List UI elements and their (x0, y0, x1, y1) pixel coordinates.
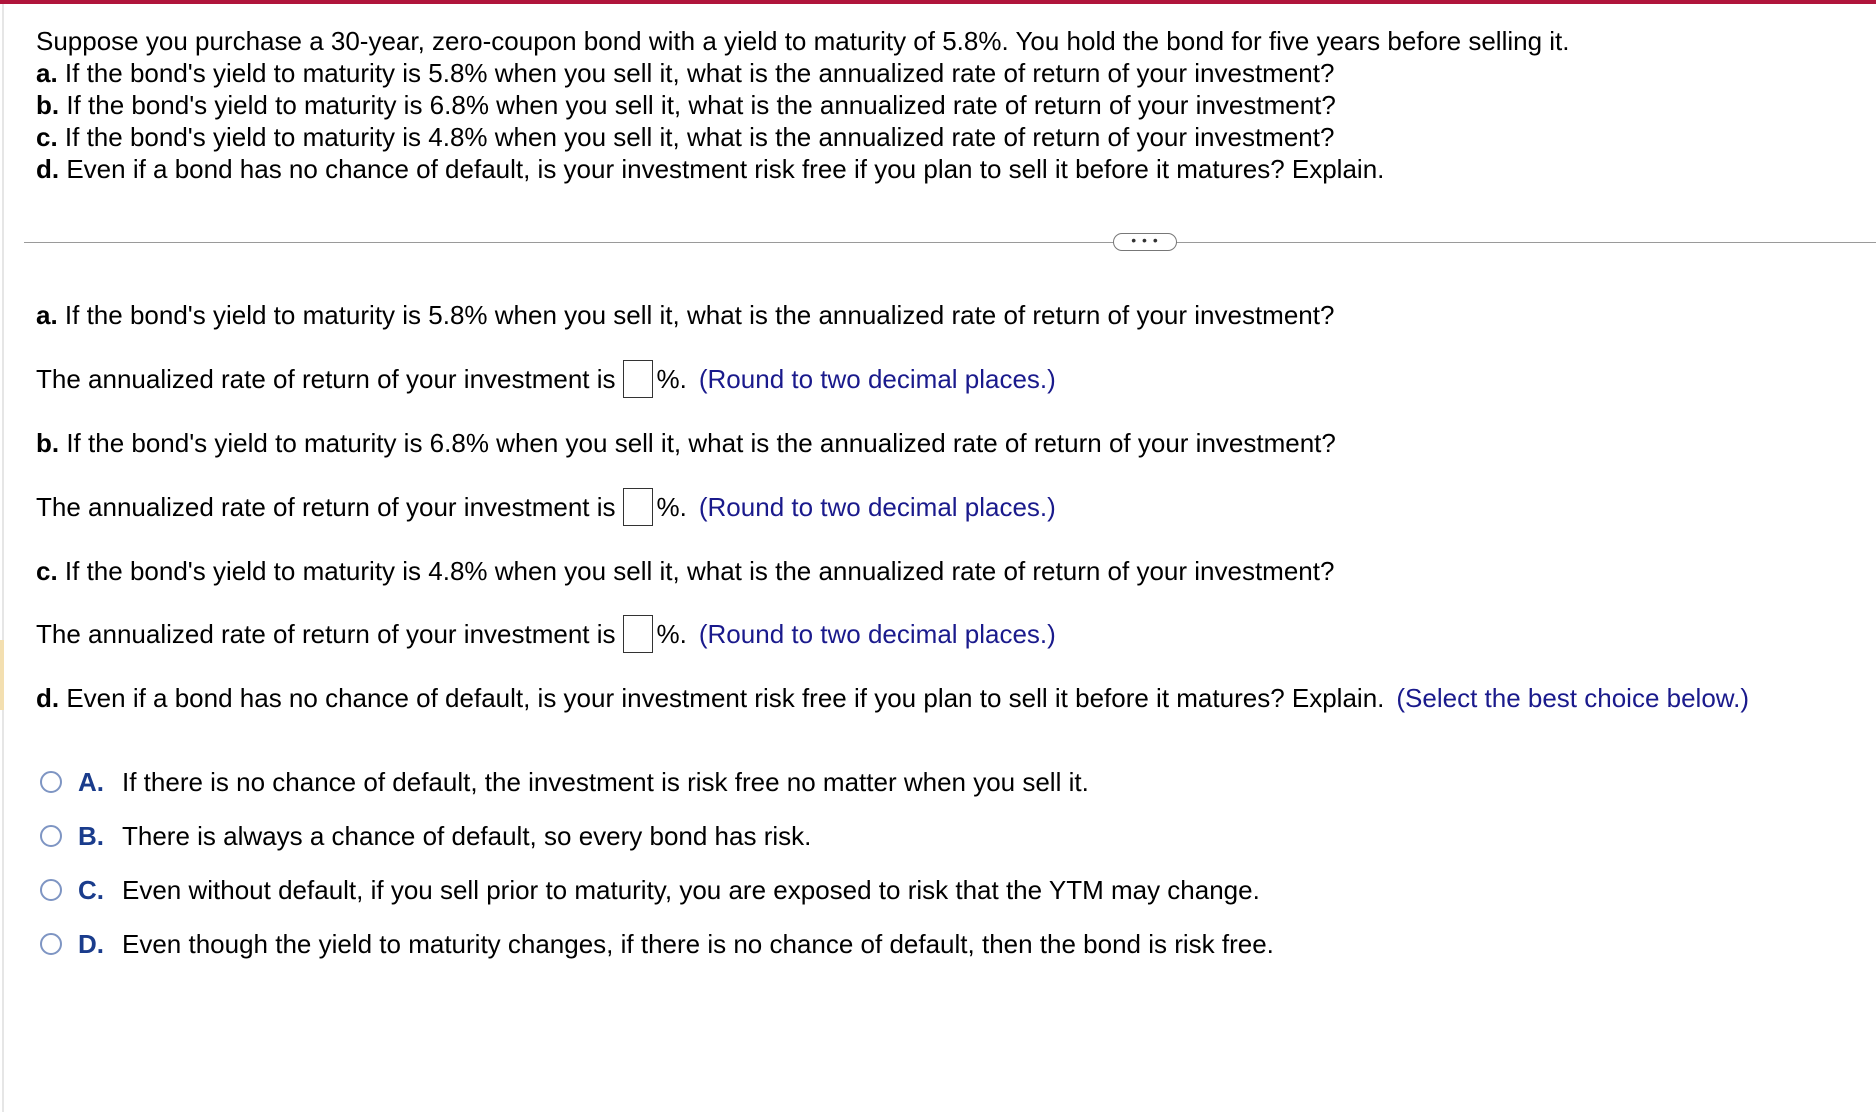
choice-letter: C. (78, 874, 104, 905)
question-letter: a. (36, 300, 58, 330)
answer-row-b (36, 487, 1056, 527)
problem-part-c (36, 121, 1836, 153)
rounding-hint: (Round to two decimal places.) (698, 618, 1056, 649)
problem-part-d (36, 153, 1836, 185)
part-text: If the bond's yield to maturity is 5.8% when you sell it, what is the annualized rate of return of your investment? (57, 58, 1335, 88)
answer-input-a[interactable] (623, 360, 653, 398)
question-letter: c. (36, 556, 58, 586)
problem-part-a (36, 57, 1836, 89)
problem-intro: Suppose you purchase a 30-year, zero-coupon bond with a yield to maturity of 5.8%. You hold the bond for five years before selling it. (36, 26, 1570, 56)
question-text: If the bond's yield to maturity is 4.8% when you sell it, what is the annualized rate of return of your investment? (57, 556, 1335, 586)
radio-button-icon[interactable] (40, 825, 62, 847)
left-border-rule (2, 4, 4, 1112)
choice-b[interactable] (40, 820, 811, 852)
radio-button-icon[interactable] (40, 771, 62, 793)
left-border-highlight (0, 640, 4, 710)
question-b (36, 427, 1336, 459)
part-text: If the bond's yield to maturity is 4.8% when you sell it, what is the annualized rate of return of your investment? (57, 122, 1335, 152)
answer-input-c[interactable] (623, 615, 653, 653)
answer-prompt: The annualized rate of return of your investment is (36, 618, 616, 649)
choice-text: Even though the yield to maturity changes, if there is no chance of default, then the bond is risk free. (122, 928, 1274, 959)
part-letter: b. (36, 90, 60, 120)
choice-a[interactable] (40, 766, 1089, 798)
percent-unit: %. (656, 491, 687, 522)
question-d (36, 682, 1749, 714)
rounding-hint: (Round to two decimal places.) (698, 491, 1056, 522)
question-letter: d. (36, 683, 60, 713)
section-divider (24, 242, 1876, 243)
part-text: If the bond's yield to maturity is 6.8% when you sell it, what is the annualized rate of return of your investment? (59, 90, 1336, 120)
choice-letter: D. (78, 928, 104, 959)
choice-text: There is always a chance of default, so every bond has risk. (122, 820, 812, 851)
question-c (36, 555, 1334, 587)
problem-part-b (36, 89, 1836, 121)
radio-button-icon[interactable] (40, 879, 62, 901)
choice-c[interactable] (40, 874, 1260, 906)
question-text: If the bond's yield to maturity is 5.8% when you sell it, what is the annualized rate of return of your investment? (57, 300, 1335, 330)
problem-statement (36, 25, 1836, 185)
choice-text: Even without default, if you sell prior to maturity, you are exposed to risk that the YTM may change. (122, 874, 1260, 905)
radio-button-icon[interactable] (40, 933, 62, 955)
question-text: Even if a bond has no chance of default, is your investment risk free if you plan to sell it before it matures? Explain. (59, 683, 1385, 713)
rounding-hint: (Round to two decimal places.) (698, 363, 1056, 394)
top-accent-bar (0, 0, 1876, 4)
answer-prompt: The annualized rate of return of your investment is (36, 491, 616, 522)
select-choice-hint: (Select the best choice below.) (1396, 683, 1750, 713)
expand-problem-button[interactable]: • • • (1113, 233, 1177, 251)
question-text: If the bond's yield to maturity is 6.8% when you sell it, what is the annualized rate of return of your investment? (59, 428, 1336, 458)
answer-prompt: The annualized rate of return of your investment is (36, 363, 616, 394)
answer-input-b[interactable] (623, 488, 653, 526)
part-letter: d. (36, 154, 60, 184)
question-letter: b. (36, 428, 60, 458)
choice-letter: B. (78, 820, 104, 851)
part-text: Even if a bond has no chance of default, is your investment risk free if you plan to sell it before it matures? Explain. (59, 154, 1385, 184)
percent-unit: %. (656, 363, 687, 394)
choice-text: If there is no chance of default, the investment is risk free no matter when you sell it. (122, 766, 1089, 797)
choice-letter: A. (78, 766, 104, 797)
answer-row-c (36, 614, 1056, 654)
answer-row-a (36, 359, 1056, 399)
question-a (36, 299, 1334, 331)
part-letter: c. (36, 122, 58, 152)
percent-unit: %. (656, 618, 687, 649)
choice-d[interactable] (40, 928, 1274, 960)
part-letter: a. (36, 58, 58, 88)
